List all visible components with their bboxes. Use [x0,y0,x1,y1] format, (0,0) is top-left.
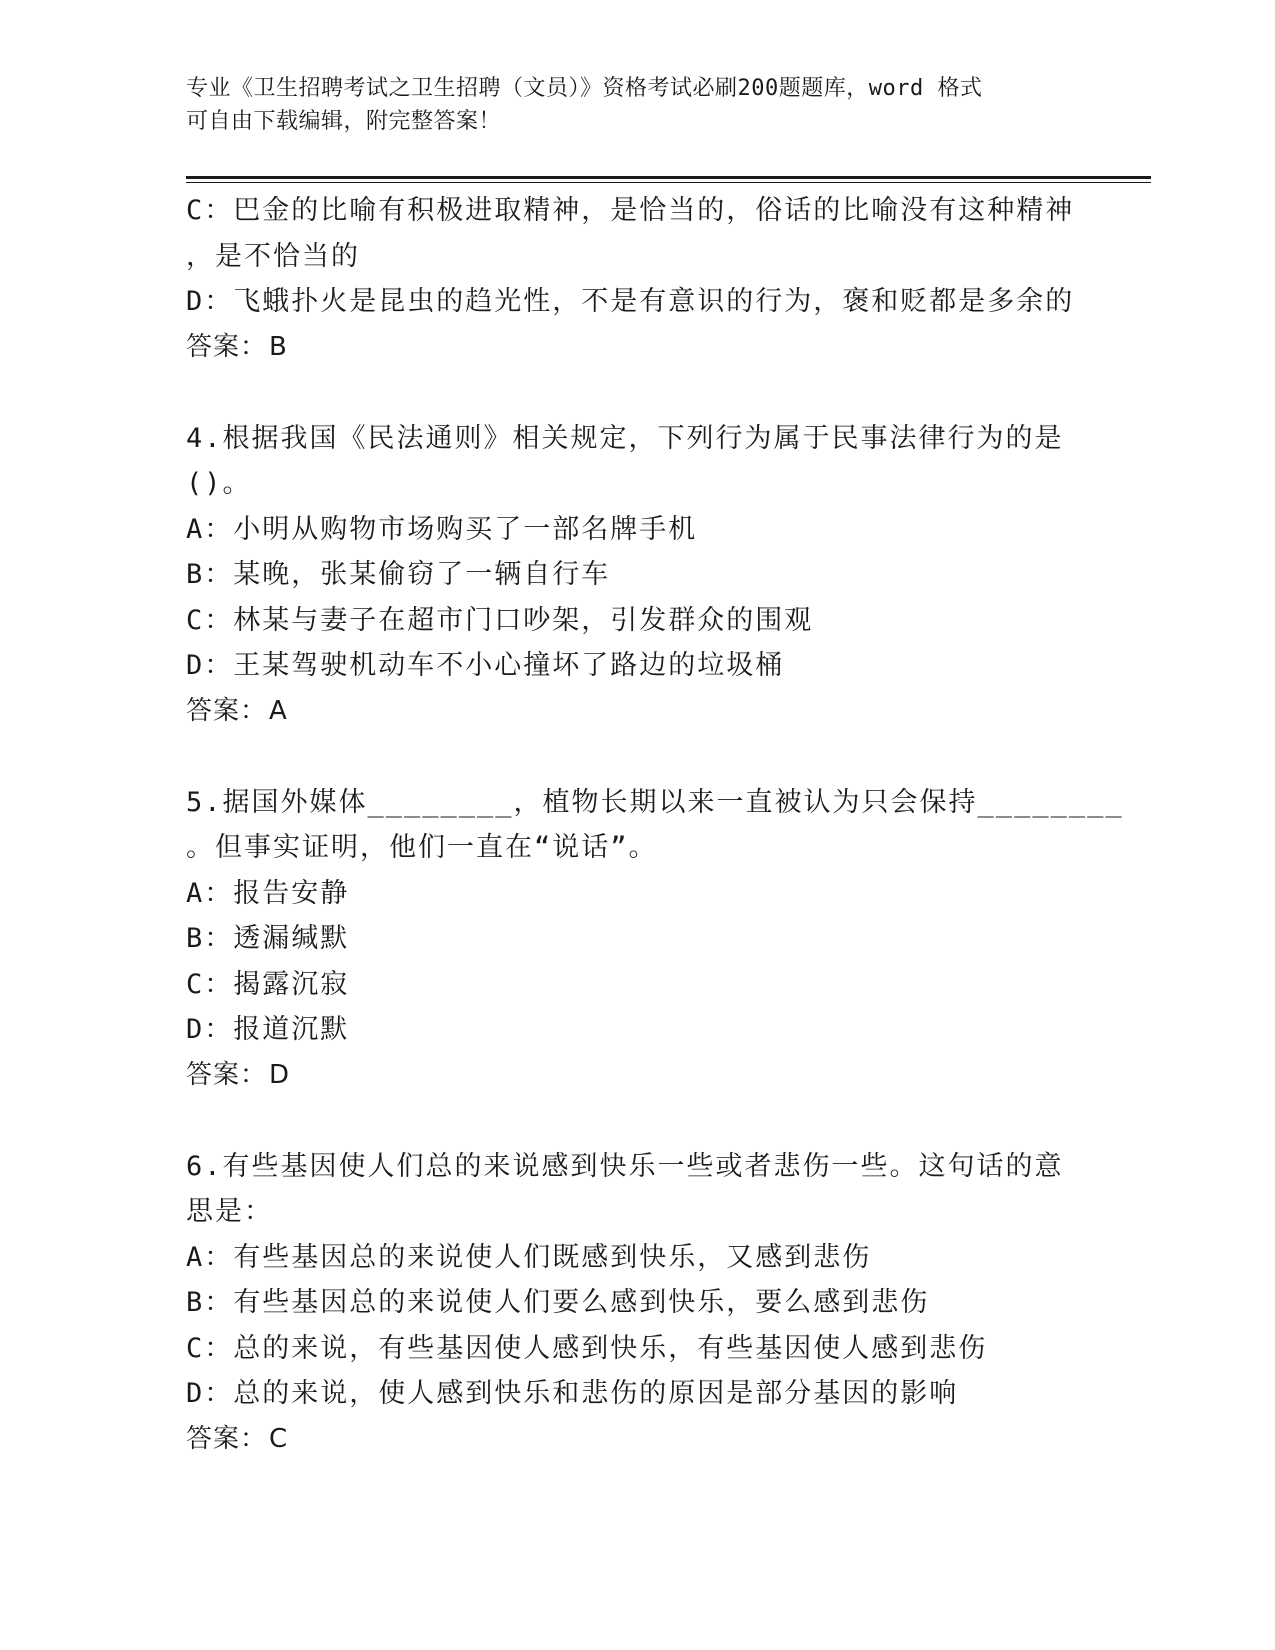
question-stem: 5.据国外媒体________，植物长期以来一直被认为只会保持________ [186,786,1124,818]
question-stem: 4.根据我国《民法通则》相关规定，下列行为属于民事法律行为的是 [186,422,1064,454]
option-b: B：有些基因总的来说使人们要么感到快乐，要么感到悲伤 [186,1287,930,1318]
answer-label: 答案： [186,695,268,726]
answer-label: 答案： [186,1423,268,1454]
option-d: D：报道沉默 [186,1014,350,1045]
header-divider-thin [186,182,1151,183]
option-a: A：小明从购物市场购买了一部名牌手机 [186,513,698,545]
question-stem-continued: 思是： [186,1196,273,1227]
option-b: B：某晚，张某偷窃了一辆自行车 [186,559,611,590]
question-gap [186,1098,1086,1144]
option-d: D：飞蛾扑火是昆虫的趋光性，不是有意识的行为，褒和贬都是多余的 [186,286,1075,317]
option-d: D：总的来说，使人感到快乐和悲伤的原因是部分基因的影响 [186,1378,959,1409]
header-title-line-2: 可自由下载编辑，附完整答案！ [186,109,502,134]
answer-line [186,1417,1086,1463]
question-4 [186,416,1086,735]
answer-line [186,1053,1086,1099]
option-a: A：有些基因总的来说使人们既感到快乐，又感到悲伤 [186,1241,872,1273]
answer-label: 答案： [186,1059,268,1090]
question-content [186,188,1124,1462]
answer-value: D [269,1059,291,1090]
question-stem-continued: ()。 [186,468,252,499]
option-c: C：巴金的比喻有积极进取精神，是恰当的，俗话的比喻没有这种精神 [186,195,1075,226]
answer-value: B [269,331,288,362]
document-header [186,72,1066,138]
question-6 [186,1144,1086,1463]
option-c-continued: ，是不恰当的 [186,240,360,272]
question-5 [186,780,1124,1099]
question-gap [186,734,1086,780]
question-stem-continued: 。但事实证明，他们一直在“说话”。 [186,832,658,863]
option-a: A：报告安静 [186,877,350,909]
header-divider-thick [186,176,1151,179]
answer-line [186,689,1086,735]
option-b: B：透漏缄默 [186,923,350,954]
answer-value: A [269,695,288,726]
question-gap [186,370,1086,416]
option-d: D：王某驾驶机动车不小心撞坏了路边的垃圾桶 [186,650,785,681]
option-c: C：林某与妻子在超市门口吵架，引发群众的围观 [186,604,814,636]
answer-line [186,325,1086,371]
answer-value: C [269,1423,289,1454]
option-c: C：总的来说，有些基因使人感到快乐，有些基因使人感到悲伤 [186,1332,988,1364]
question-stem: 6.有些基因使人们总的来说感到快乐一些或者悲伤一些。这句话的意 [186,1150,1064,1182]
option-c: C：揭露沉寂 [186,968,350,1000]
header-title-line-1: 专业《卫生招聘考试之卫生招聘（文员）》资格考试必刷200题题库，word 格式 [186,76,983,101]
question-3-continued [186,188,1086,370]
answer-label: 答案： [186,331,268,362]
